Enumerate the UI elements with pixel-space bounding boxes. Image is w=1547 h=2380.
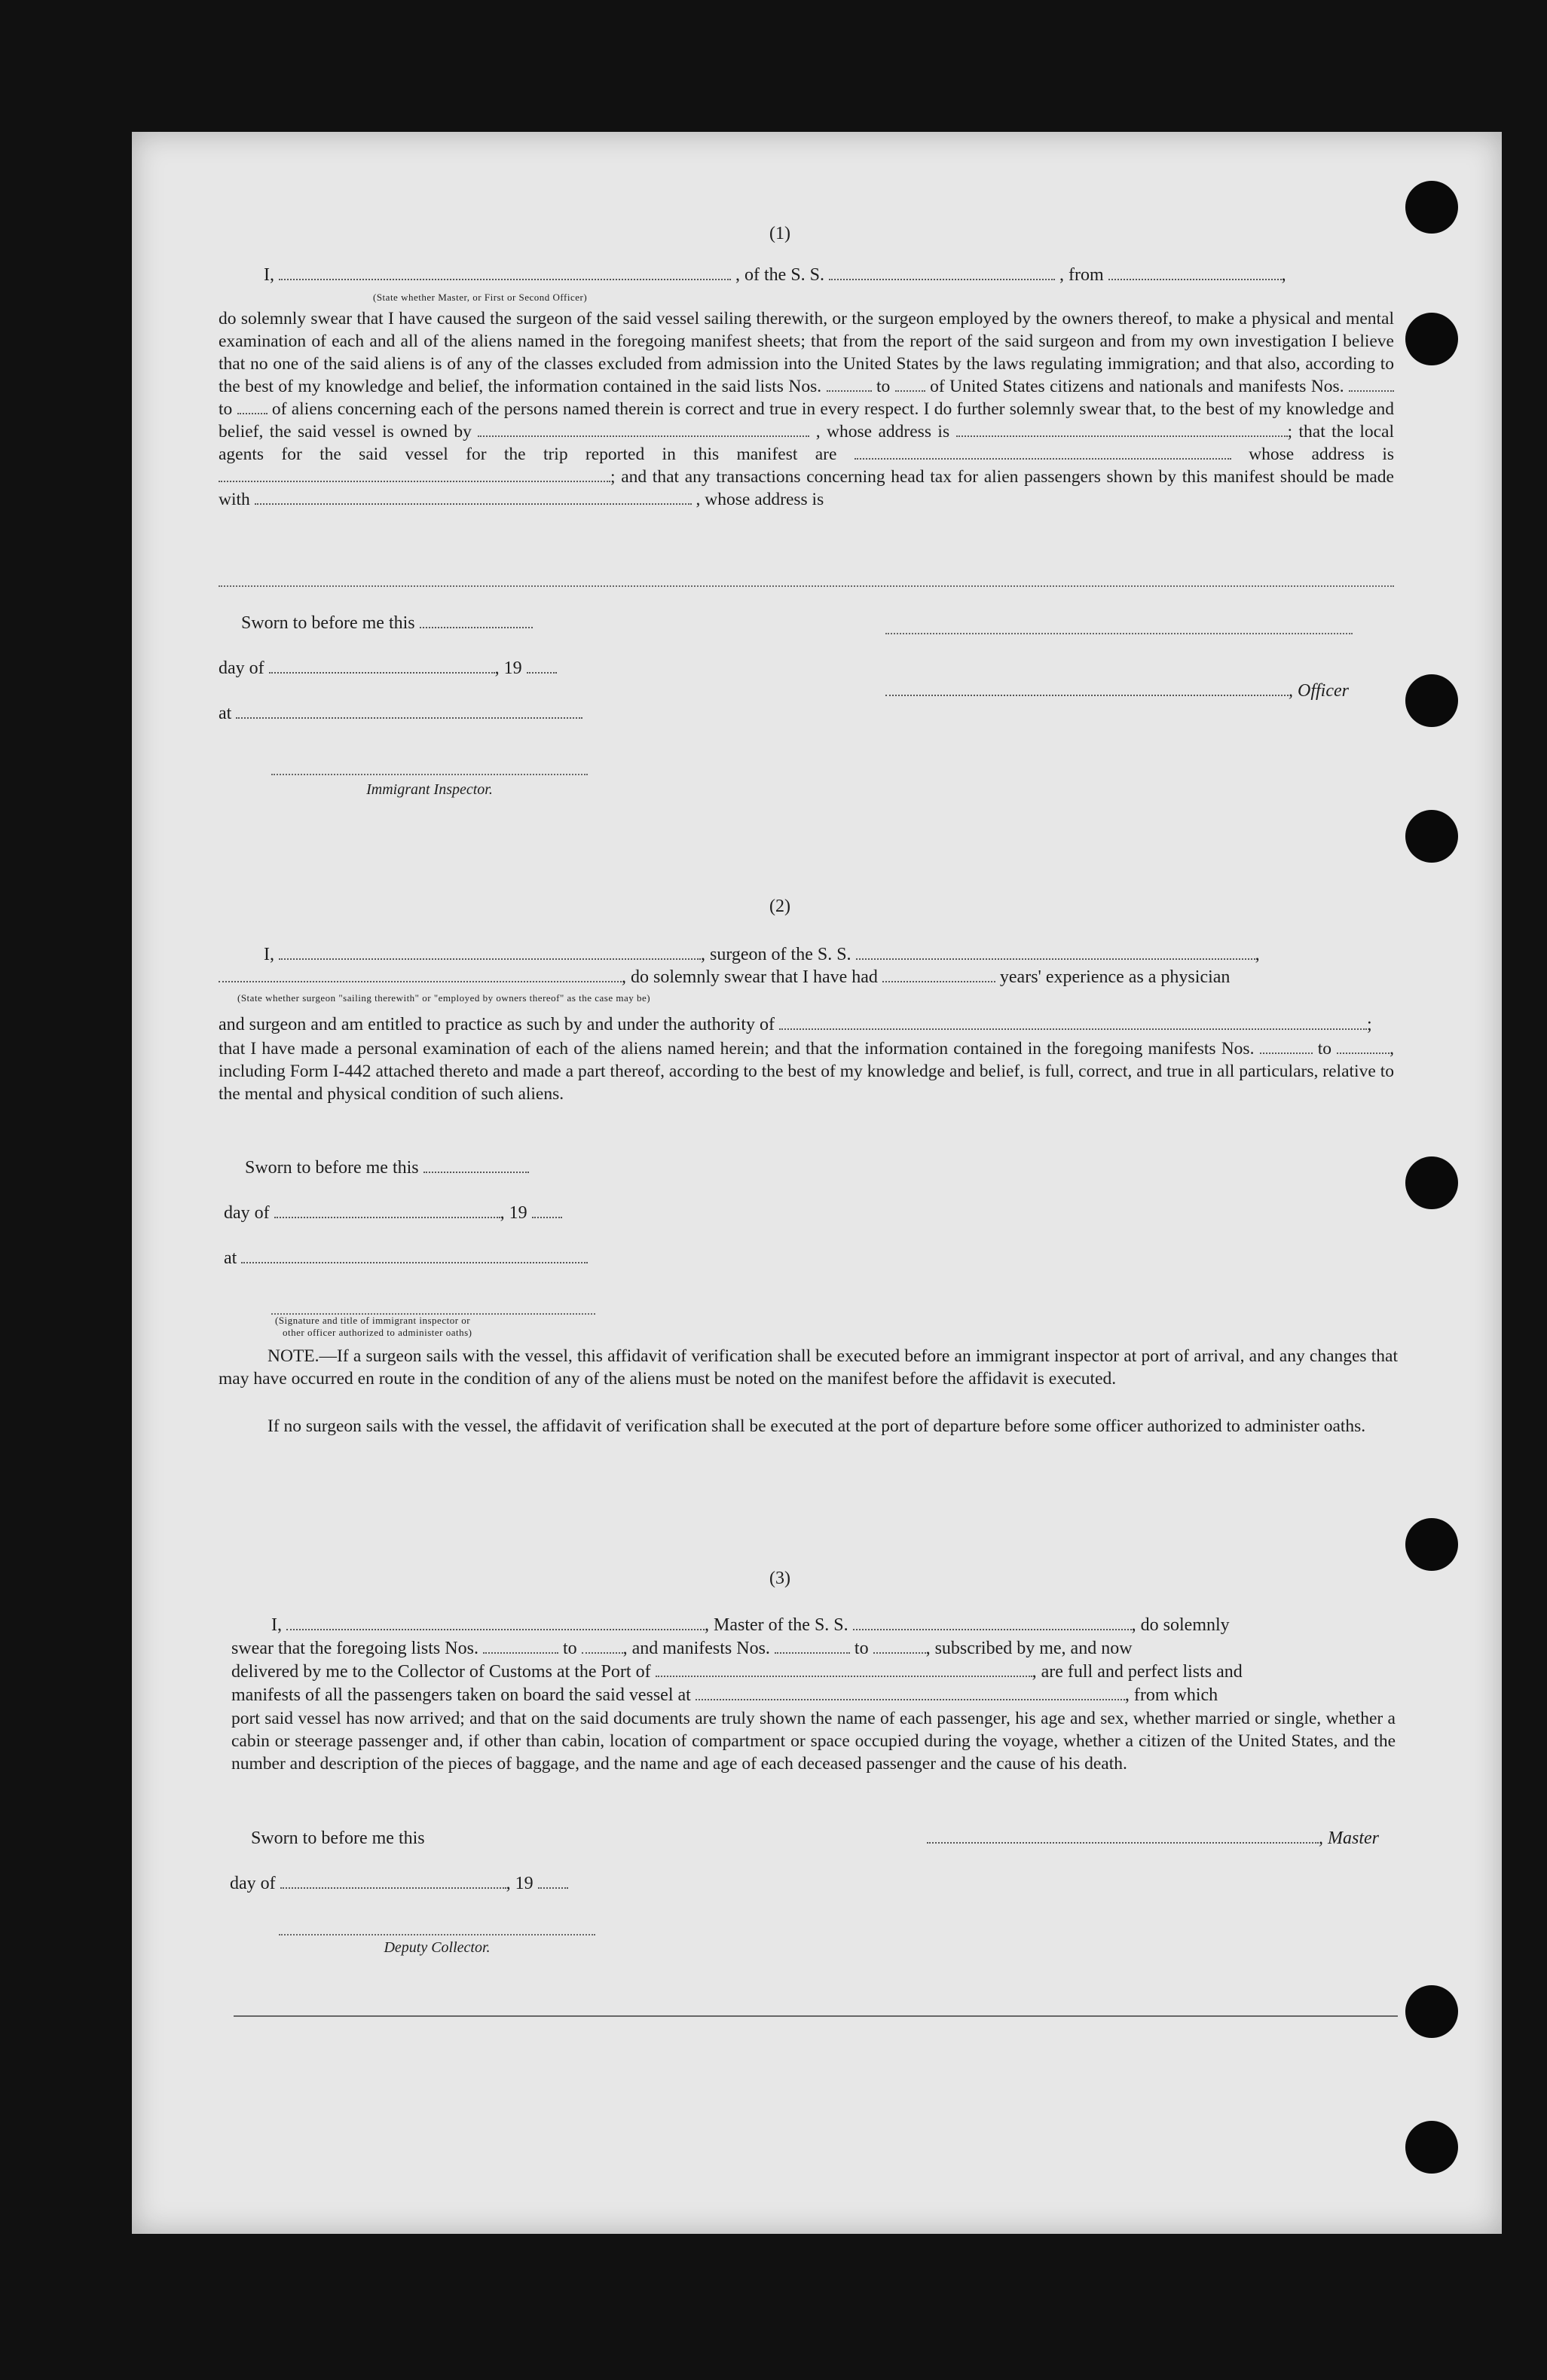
manifests-from-field[interactable] (775, 1637, 850, 1654)
officer-name-field[interactable] (279, 264, 731, 280)
binder-hole (1405, 1985, 1458, 2038)
paragraph-text: do solemnly swear that I have caused the surgeon of the said vessel sailing therewith, or the surgeon employed by the owners thereof, to make a physical and mental examination of each and all of the aliens named in the foregoing manifest sheets; that from the report of the said surgeon and from my own investigation I believe that no one of the said aliens is of any of the classes excluded from admission into the United States by the laws regulating immigration; and that also, according to the best of my knowledge and belief, the information contained in the said lists Nos. (219, 309, 1394, 396)
at-place-field[interactable] (236, 702, 582, 719)
day-of-label: day of (224, 1203, 270, 1223)
officer-label: , Officer (1289, 681, 1349, 701)
authority-field[interactable] (779, 1013, 1367, 1030)
manifests-from-field[interactable] (1349, 375, 1394, 392)
semicolon: ; (1367, 1015, 1372, 1034)
at-place-field[interactable] (241, 1247, 588, 1263)
year-label: , 19 (506, 1874, 534, 1893)
agents-address-field[interactable] (219, 466, 610, 482)
surgeon-manifests-to-field[interactable] (1337, 1037, 1390, 1054)
form-sheet (132, 132, 1502, 2234)
surgeon-name-field[interactable] (279, 943, 701, 960)
year-label: , 19 (494, 658, 522, 678)
paragraph-text: of United States citizens and nationals and manifests Nos. (930, 377, 1344, 396)
date-line (224, 1202, 562, 1224)
oath-line (264, 264, 1286, 286)
whose-address-label: whose address is (1249, 445, 1394, 464)
at-label: at (224, 1248, 237, 1268)
officer-title-field[interactable] (885, 680, 1289, 696)
at-line (219, 702, 582, 725)
month-field[interactable] (269, 657, 495, 674)
binder-hole (1405, 810, 1458, 863)
comma: , (1255, 945, 1260, 964)
paragraph-text: that I have made a personal examination of each of the aliens named herein; and that the information contained in the foregoing manifests Nos. (219, 1039, 1255, 1059)
manifests-to-field[interactable] (237, 398, 268, 414)
master-paragraph: port said vessel has now arrived; and that on the said documents are truly shown the name of each passenger, his age and sex, whether married or single, whether a cabin or steerage passenger and, if other than cabin, location of compartment or space occupied during the voyage, whether a citizen of the United States, and the number and description of the pieces of baggage, and the name and age of each deceased passenger and the cause of his death. (231, 1709, 1396, 1774)
date-line (230, 1872, 568, 1895)
from-which-label: , from which (1124, 1685, 1218, 1705)
master-oath-line (271, 1614, 1230, 1636)
to-label: to (1317, 1039, 1332, 1059)
lists-line (231, 1637, 1133, 1660)
signature-note: other officer authorized to administer oaths) (283, 1327, 472, 1338)
to-label: to (219, 399, 233, 419)
to-label: to (562, 1639, 577, 1658)
paragraph-text: that the local agents for the said vessel for the trip reported in this manifest are (219, 422, 1394, 464)
year-field[interactable] (538, 1872, 568, 1889)
years-field[interactable] (882, 966, 995, 982)
at-label: at (219, 704, 232, 723)
month-field[interactable] (280, 1872, 506, 1889)
oath-label: I, (264, 265, 274, 285)
day-of-label: day of (219, 658, 264, 678)
port-field[interactable] (656, 1661, 1032, 1677)
sworn-day-field[interactable] (420, 612, 533, 628)
surgeon-ship-field[interactable] (856, 943, 1255, 960)
section-number: (3) (769, 1569, 790, 1588)
date-line (219, 657, 557, 680)
surgeon-manifests-from-field[interactable] (1260, 1037, 1313, 1054)
master-signature-line (927, 1827, 1379, 1850)
inspector-label: Immigrant Inspector. (366, 781, 493, 798)
authority-label: and surgeon and am entitled to practice as such by and under the authority of (219, 1015, 775, 1034)
owner-address-field[interactable] (956, 420, 1288, 437)
collector-signature-line[interactable] (279, 1934, 595, 1935)
sworn-label: Sworn to before me this (241, 613, 415, 633)
inspector-signature-line[interactable] (271, 774, 588, 775)
oath-paragraph (219, 307, 1394, 511)
to-label: to (876, 377, 891, 396)
manifests-all-label: manifests of all the passengers taken on board the said vessel at (231, 1685, 691, 1705)
from-label: , from (1059, 265, 1104, 285)
sworn-label: Sworn to before me this (251, 1829, 425, 1848)
lists-to-field[interactable] (582, 1637, 623, 1654)
manifests-to-field[interactable] (873, 1637, 926, 1654)
full-perfect-label: , are full and perfect lists and (1032, 1662, 1243, 1682)
do-solemnly-label: , do solemnly (1131, 1615, 1230, 1635)
binder-hole (1405, 313, 1458, 365)
collector-label: Deputy Collector. (384, 1939, 491, 1956)
lists-from-field[interactable] (827, 375, 872, 392)
departure-port-field[interactable] (696, 1684, 1125, 1700)
year-field[interactable] (532, 1202, 562, 1218)
ship-name-field[interactable] (829, 264, 1055, 280)
sworn-label: Sworn to before me this (245, 1158, 419, 1178)
delivered-label: delivered by me to the Collector of Customs at the Port of (231, 1662, 651, 1682)
sworn-line (241, 612, 533, 634)
lists-to-field[interactable] (895, 375, 925, 392)
paragraph-text: of aliens concerning each of the persons named therein is correct and true in every respect. I do further solemnly swear that, to the best of my knowledge and belief, the said vessel is owned by (219, 399, 1394, 441)
comma: , (1281, 265, 1286, 285)
surgeon-of-label: , surgeon of the S. S. (701, 945, 851, 964)
binder-hole (1405, 674, 1458, 727)
year-label: , 19 (500, 1203, 527, 1223)
surgeon-paragraph (219, 1037, 1394, 1105)
binder-hole (1405, 1518, 1458, 1571)
month-field[interactable] (274, 1202, 500, 1218)
oath-label: I, (264, 945, 274, 964)
day-of-label: day of (230, 1874, 276, 1893)
binder-hole (1405, 1156, 1458, 1209)
semicolon: ; (1287, 422, 1293, 441)
whose-address-label: , whose address is (815, 422, 950, 441)
delivered-line (231, 1661, 1243, 1683)
bottom-rule (234, 2015, 1398, 2017)
paragraph-text: ; and that any transactions concerning head tax for alien passengers shown by this manifest should be made with (219, 467, 1394, 509)
head-tax-field[interactable] (255, 488, 692, 505)
sworn-day-field[interactable] (423, 1156, 529, 1173)
section-number: (2) (769, 897, 790, 916)
subscribed-label: , subscribed by me, and now (925, 1639, 1133, 1658)
master-label: , Master (1319, 1829, 1379, 1848)
do-solemnly-label: , do solemnly swear that I have had (622, 967, 878, 987)
signature-note: (Signature and title of immigrant inspector or (275, 1315, 471, 1326)
state-note: (State whether Master, or First or Second Officer) (373, 292, 588, 303)
oath-label: I, (271, 1615, 282, 1635)
agents-field[interactable] (855, 443, 1231, 460)
manifests-all-line (231, 1684, 1218, 1706)
sworn-line (245, 1156, 529, 1179)
note-paragraph: If no surgeon sails with the vessel, the affidavit of verification shall be executed at the port of departure before some officer authorized to administer oaths. (268, 1416, 1366, 1436)
state-note: (State whether surgeon "sailing therewith" or "employed by owners thereof" as the case may be) (237, 992, 651, 1004)
binder-hole (1405, 2121, 1458, 2174)
experience-line (219, 966, 1230, 988)
lists-from-field[interactable] (483, 1637, 558, 1654)
whose-address-label: , whose address is (696, 490, 824, 509)
manifests-label: , and manifests Nos. (622, 1639, 770, 1658)
address-line[interactable] (219, 585, 1394, 587)
note-paragraph: NOTE.—If a surgeon sails with the vessel, this affidavit of verification shall be executed before an immigrant inspector at port of arrival, and any changes that may have occurred en route in the condition of any of the aliens must be noted on the manifest before the affidavit is executed. (219, 1346, 1398, 1389)
surgeon-oath-line (264, 943, 1260, 966)
surgeon-type-field[interactable] (219, 966, 622, 982)
paragraph-text: , including Form I-442 attached thereto and made a part thereof, according to the best of my knowledge and belief, is full, correct, and true in all particulars, relative to the mental and physical condition of such aliens. (219, 1039, 1395, 1104)
master-ship-field[interactable] (853, 1614, 1132, 1630)
master-of-label: , Master of the S. S. (705, 1615, 848, 1635)
years-label: years' experience as a physician (999, 967, 1231, 987)
swear-lists-label: swear that the foregoing lists Nos. (231, 1639, 478, 1658)
from-port-field[interactable] (1108, 264, 1282, 280)
of-ss-label: , of the S. S. (735, 265, 825, 285)
to-label: to (854, 1639, 869, 1658)
authority-line (219, 1013, 1372, 1036)
officer-signature-line[interactable] (885, 633, 1353, 634)
officer-line (885, 680, 1349, 702)
at-line (224, 1247, 588, 1269)
year-field[interactable] (527, 657, 557, 674)
master-name-field[interactable] (286, 1614, 705, 1630)
sworn-line (251, 1827, 425, 1850)
master-signature-field[interactable] (927, 1827, 1319, 1844)
owner-field[interactable] (478, 420, 809, 437)
section-number: (1) (769, 224, 790, 243)
